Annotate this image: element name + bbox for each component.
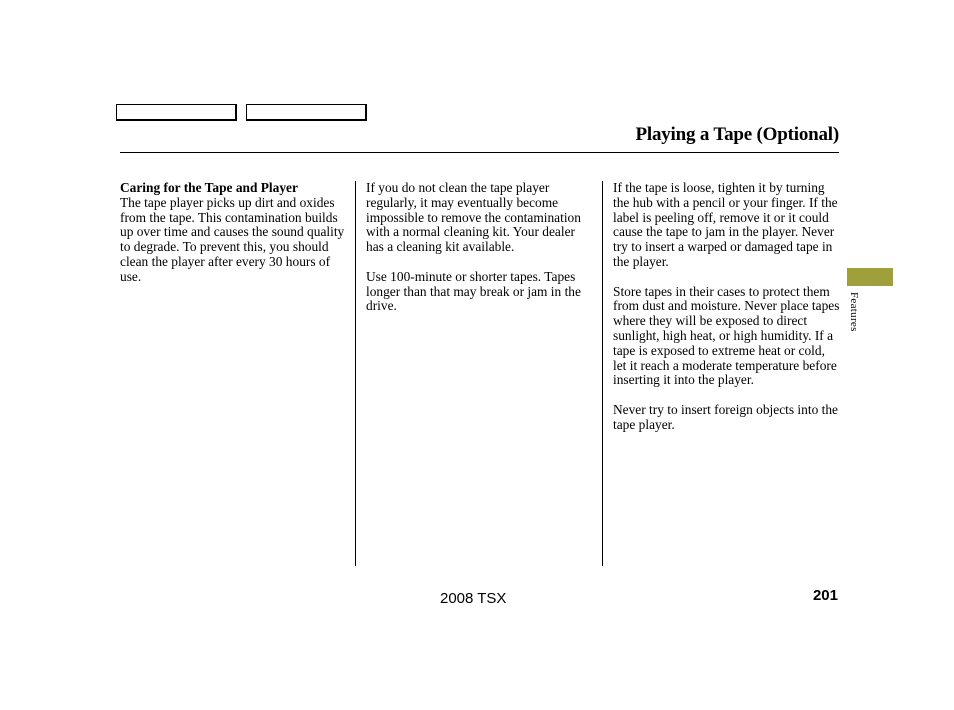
column-3 [613, 181, 841, 447]
column-1 [120, 181, 348, 299]
nav-box-previous[interactable] [116, 104, 237, 121]
nav-box-next[interactable] [246, 104, 367, 121]
section-heading: Caring for the Tape and Player [120, 180, 298, 195]
page-title: Playing a Tape (Optional) [635, 124, 839, 145]
footer-model: 2008 TSX [440, 590, 507, 607]
paragraph: Store tapes in their cases to protect them from dust and moisture. Never place tapes where they will be exposed to direct sunlight, high heat, or high humidity. If a tape is exposed to extreme heat or cold, let it reach a moderate temperature before inserting it into the player. [613, 283, 840, 388]
features-section-tab[interactable] [847, 268, 893, 286]
title-rule [120, 152, 839, 153]
column-2 [366, 181, 594, 329]
paragraph: If you do not clean the tape player regularly, it may eventually become impossible to remove the contamination with a normal cleaning kit. Your dealer has a cleaning kit available. [366, 180, 581, 255]
paragraph: If the tape is loose, tighten it by turning the hub with a pencil or your finger. If the label is peeling off, remove it or it could cause the tape to jam in the player. Never try to insert a warped or damaged tape in the player. [613, 180, 838, 269]
column-divider-2 [602, 181, 603, 566]
features-tab-label: Features [848, 292, 860, 332]
paragraph-text: The tape player picks up dirt and oxides from the tape. This contamination builds up over time and causes the sound quality to degrade. To prevent this, you should clean the player after every 30 hours of use. [120, 194, 345, 284]
column-divider-1 [355, 181, 356, 566]
paragraph: Never try to insert foreign objects into the tape player. [613, 401, 838, 432]
paragraph [120, 181, 348, 285]
paragraph: Use 100-minute or shorter tapes. Tapes longer than that may break or jam in the drive. [366, 268, 581, 314]
page-number: 201 [812, 587, 838, 604]
